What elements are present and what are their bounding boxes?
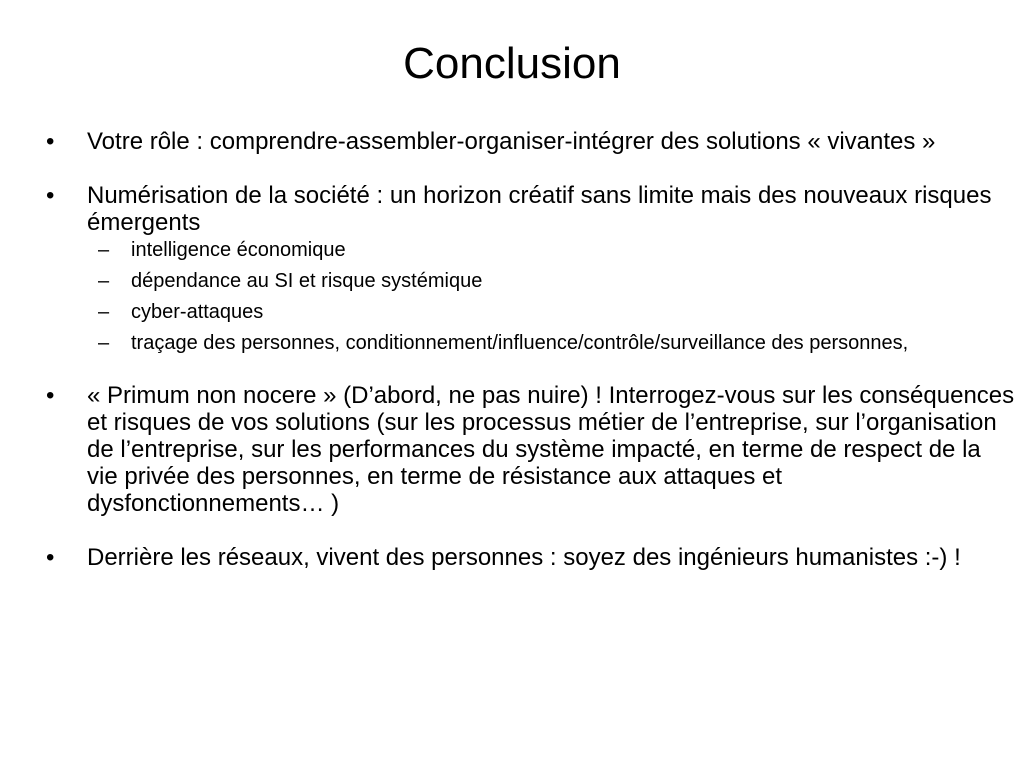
bullet-item: • « Primum non nocere » (D’abord, ne pas nuire) ! Interrogez-vous sur les conséquences et risques de vos solutions (sur les processus métier de l’entreprise, sur l’organisation de l’entreprise, sur les performances du système impacté, en terme de respect de la vie privée des personnes, en terme de résistance aux attaques et dysfonctionnements… ) xyxy=(42,382,1017,517)
bullet-item: • Derrière les réseaux, vivent des personnes : soyez des ingénieurs humanistes :-) ! xyxy=(42,544,1017,571)
slide-title: Conclusion xyxy=(403,39,621,88)
bullet-list xyxy=(42,128,1017,571)
bullet-item: • Votre rôle : comprendre-assembler-organiser-intégrer des solutions « vivantes » xyxy=(42,128,1017,155)
sub-bullet-item: – intelligence économique xyxy=(42,238,1017,262)
sub-bullet-item: – dépendance au SI et risque systémique xyxy=(42,269,1017,293)
sub-bullet-item: – traçage des personnes, conditionnement/influence/contrôle/surveillance des personnes, xyxy=(42,331,1017,355)
bullet-item: • Numérisation de la société : un horizon créatif sans limite mais des nouveaux risques émergents xyxy=(42,182,1017,236)
sub-bullet-item: – cyber-attaques xyxy=(42,300,1017,324)
sub-bullet-list xyxy=(42,238,1017,355)
